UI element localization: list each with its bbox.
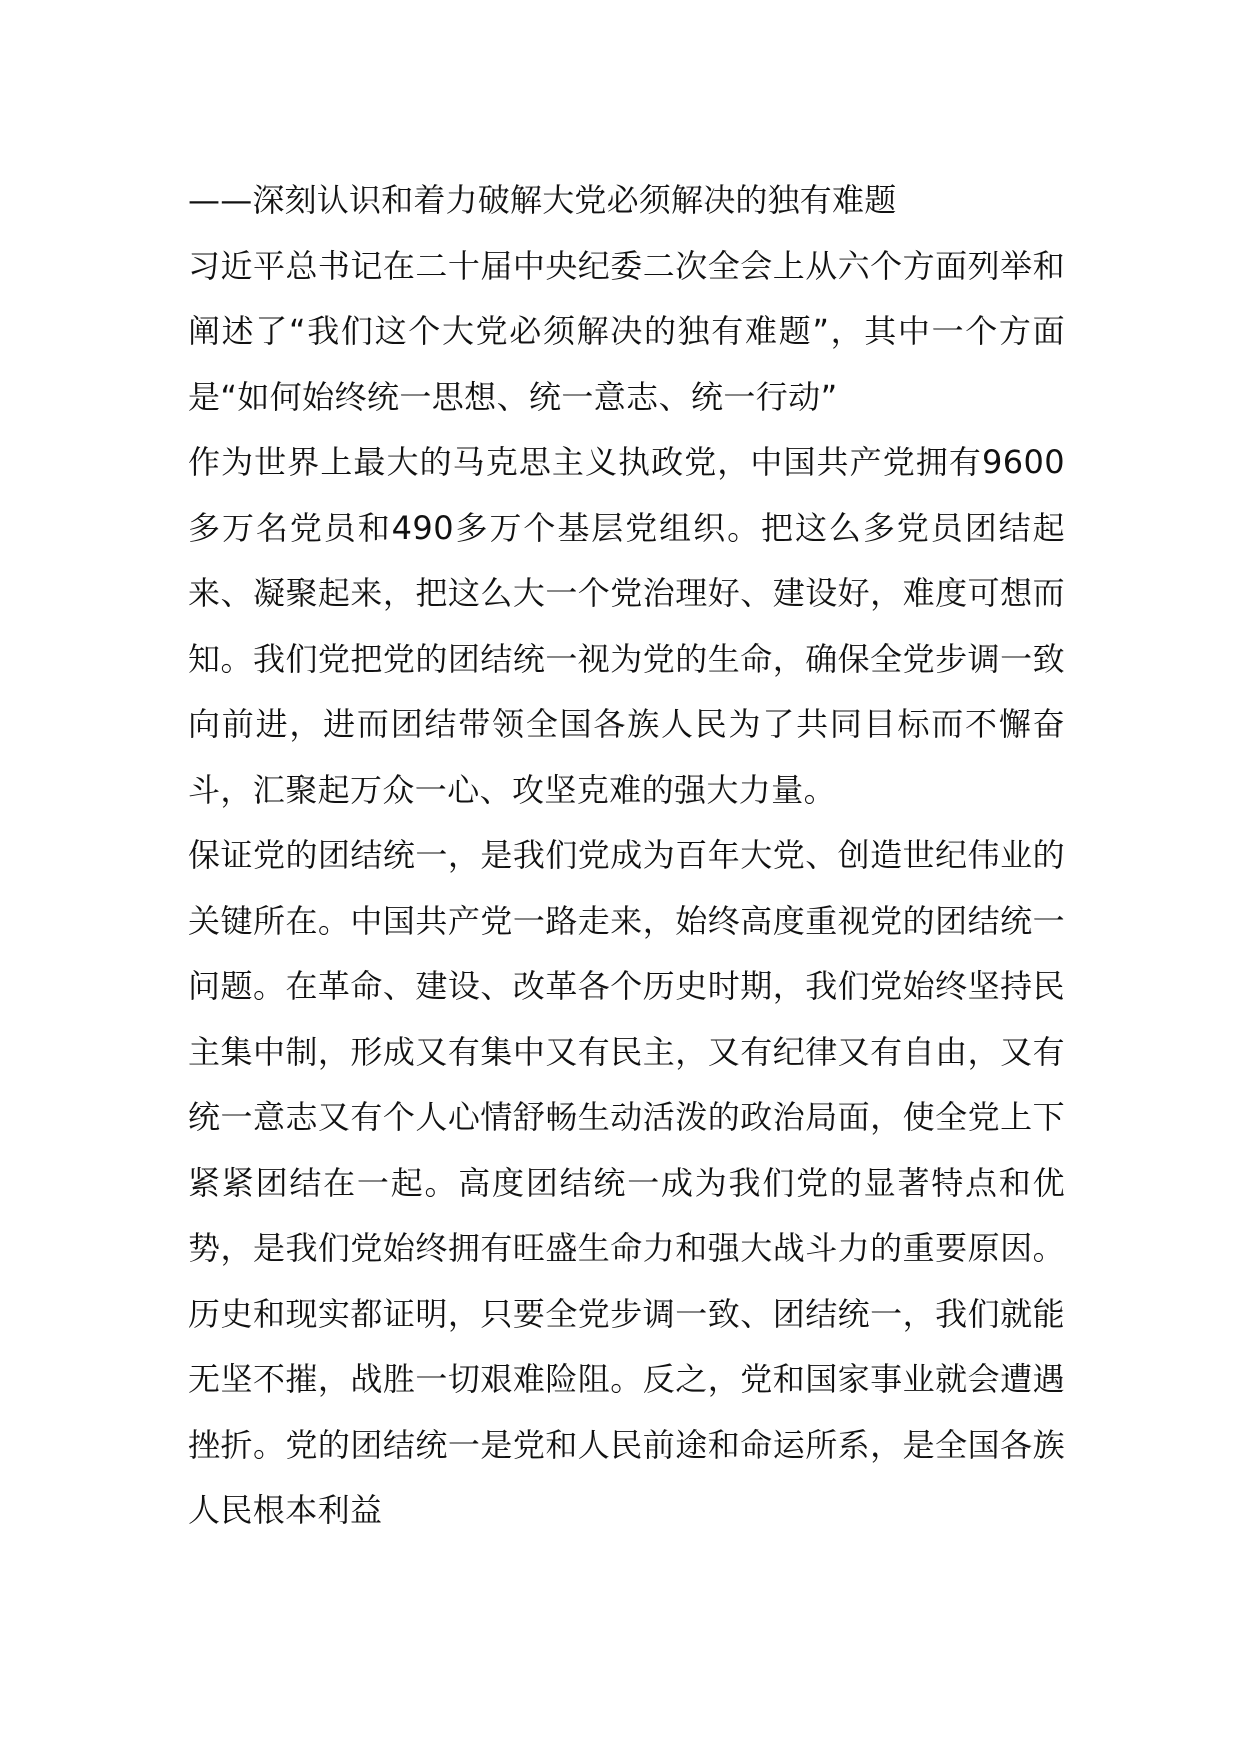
paragraph-1: 习近平总书记在二十届中央纪委二次全会上从六个方面列举和阐述了“我们这个大党必须解决的独有难题”，其中一个方面是“如何始终统一思想、统一意志、统一行动”	[188, 246, 1065, 416]
document-subtitle: ——深刻认识和着力破解大党必须解决的独有难题	[188, 181, 897, 219]
paragraph-2: 作为世界上最大的马克思主义执政党，中国共产党拥有9600多万名党员和490多万个基层党组织。把这么多党员团结起来、凝聚起来，把这么大一个党治理好、建设好，难度可想而知。我们党把党的团结统一视为党的生命，确保全党步调一致向前进，进而团结带领全国各族人民为了共同目标而不懈奋斗，汇聚起万众一心、攻坚克难的强大力量。	[188, 443, 1065, 809]
document-body	[188, 168, 1065, 1544]
paragraph-3: 保证党的团结统一，是我们党成为百年大党、创造世纪伟业的关键所在。中国共产党一路走来，始终高度重视党的团结统一问题。在革命、建设、改革各个历史时期，我们党始终坚持民主集中制，形成又有集中又有民主，又有纪律又有自由，又有统一意志又有个人心情舒畅生动活泼的政治局面，使全党上下紧紧团结在一起。高度团结统一成为我们党的显著特点和优势，是我们党始终拥有旺盛生命力和强大战斗力的重要原因。历史和现实都证明，只要全党步调一致、团结统一，我们就能无坚不摧，战胜一切艰难险阻。反之，党和国家事业就会遭遇挫折。党的团结统一是党和人民前途和命运所系，是全国各族人民根本利益	[188, 836, 1065, 1529]
